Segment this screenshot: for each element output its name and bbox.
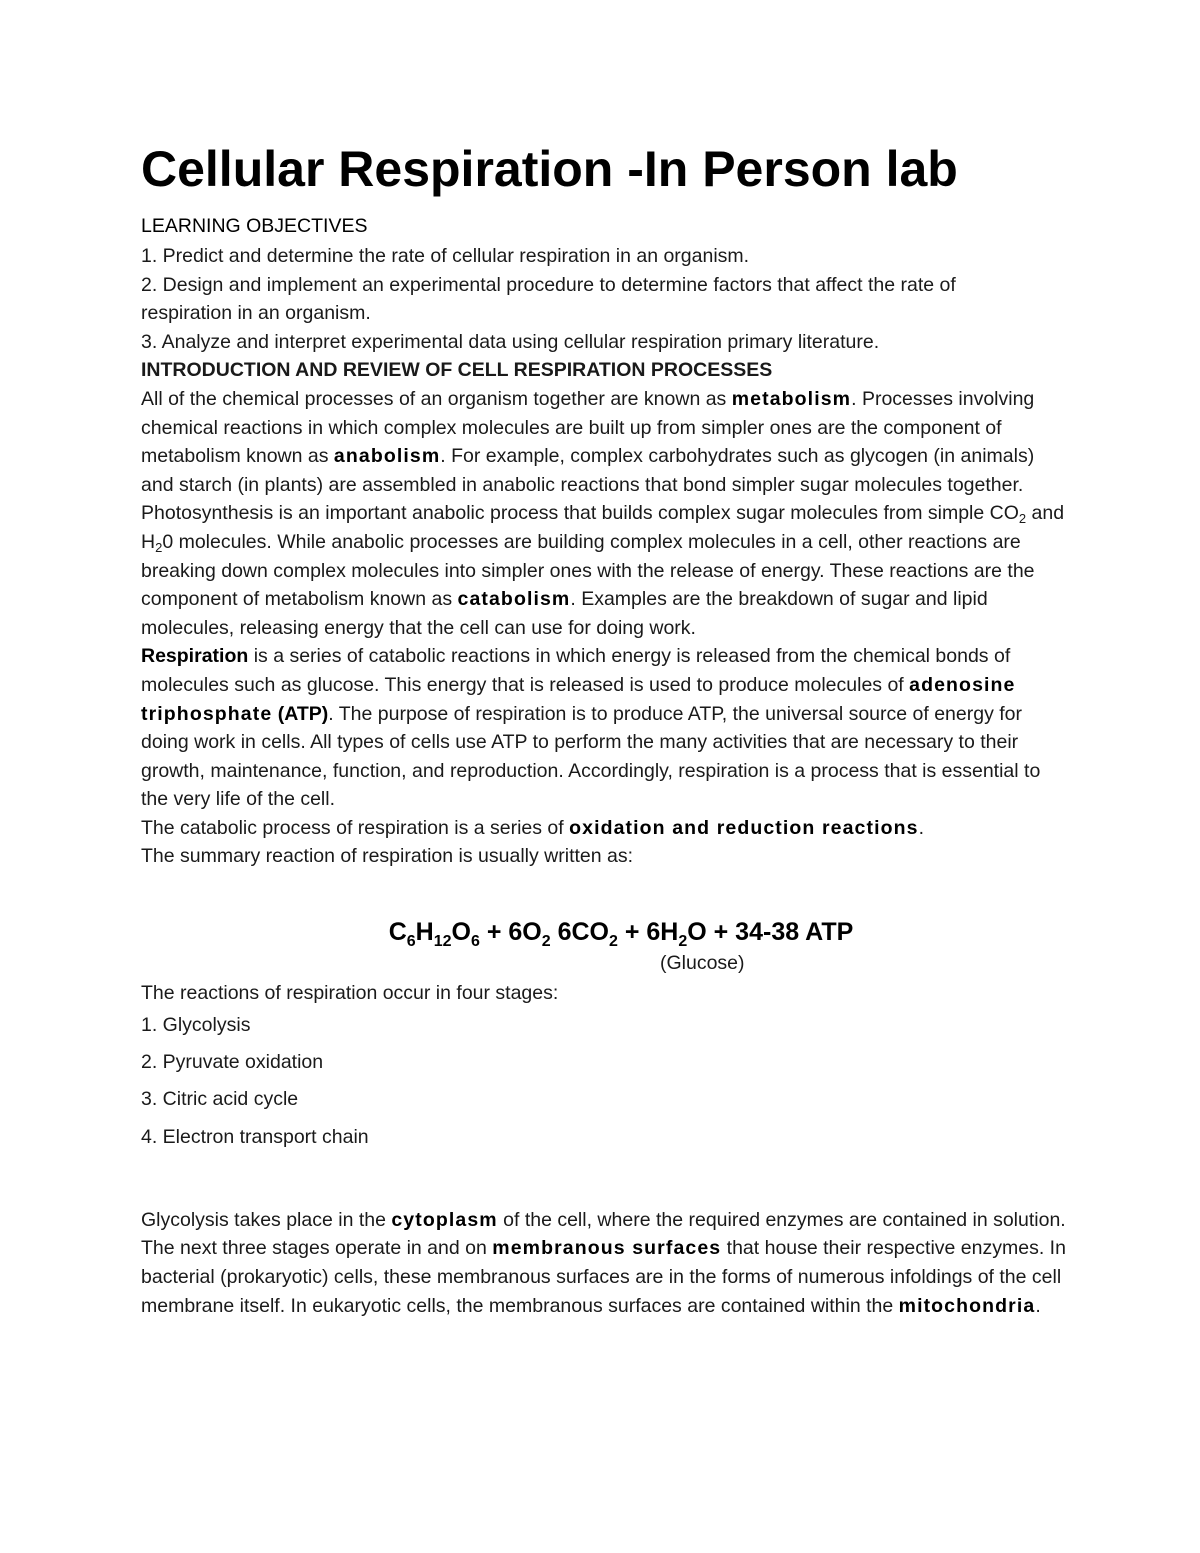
glycolysis-paragraph [141,1206,1071,1320]
stages-list [141,1007,1071,1156]
document-body [141,138,1071,1320]
text-run: Glycolysis takes place in the [141,1208,392,1231]
objective-item-3: 3. Analyze and interpret experimental data using cellular respiration primary literature. [141,330,880,353]
eq-part: 6CO [550,918,609,947]
redox-paragraph [141,814,1071,843]
eq-part: + 6H [617,918,679,947]
term-atp-abbreviation: (ATP) [272,702,329,725]
text-run: All of the chemical processes of an organism together are known as [141,387,732,410]
eq-part: C [388,918,407,947]
list-item: 1. Glycolysis [141,1014,251,1037]
subscript: 2 [155,539,163,555]
term-respiration: Respiration [141,645,249,668]
term-anabolism: anabolism [333,445,441,468]
list-item: 2. Pyruvate oxidation [141,1051,324,1074]
respiration-paragraph [141,642,1071,814]
text-run: . [918,816,924,839]
respiration-equation [141,915,1071,949]
eq-part: + 6O [479,918,542,947]
text-run: . Processes involving chemical reactions in which complex molecules are built up from simpler ones are the component of metabolism known as [141,387,1035,468]
term-adenosine-triphosphate: adenosine triphosphate [141,673,1016,725]
term-oxidation-reduction: oxidation and reduction reactions [569,816,919,839]
learning-objectives-heading: LEARNING OBJECTIVES [141,215,368,237]
objective-item-2-line-2: respiration in an organism. [141,302,371,325]
eq-subscript: 6 [470,933,480,951]
term-metabolism: metabolism [731,387,852,410]
eq-subscript: 12 [433,933,452,951]
term-cytoplasm: cytoplasm [391,1208,498,1231]
glucose-label: (Glucose) [660,952,745,975]
text-run: 0 molecules. While anabolic processes are building complex molecules in a cell, other reactions are breaking down complex molecules into simpler ones with the release of energy. These reactions are the component of metabolism known as [141,530,1035,611]
text-run: . The purpose of respiration is to produce ATP, the universal source of energy for doing work in cells. All types of cells use ATP to perform the many activities that are necessary to their growth, maintenance, function, and reproduction. Accordingly, respiration is a process that is essential to the very life of the cell. [141,702,1041,811]
text-run: The catabolic process of respiration is a series of [141,816,570,839]
document-title: Cellular Respiration -In Person lab [141,141,958,197]
stages-intro: The reactions of respiration occur in four stages: [141,982,559,1005]
objective-item-2-line-1: 2. Design and implement an experimental procedure to determine factors that affect the rate of [141,273,956,296]
eq-subscript: 2 [541,933,551,951]
eq-subscript: 6 [406,933,416,951]
eq-part: O [451,918,471,947]
list-item: 3. Citric acid cycle [141,1088,299,1111]
text-run: . [1035,1294,1041,1317]
list-item: 4. Electron transport chain [141,1125,369,1148]
glycolysis-section [141,1206,1071,1320]
text-run: . For example, complex carbohydrates such as glycogen (in animals) and starch (in plants) are assembled in anabolic reactions that bond simpler sugar molecules together. Photosynthesis is an important anabolic process that builds complex sugar molecules from simple CO [141,445,1035,525]
term-catabolism: catabolism [457,588,571,611]
eq-subscript: 2 [608,933,618,951]
introduction-section [141,356,1071,871]
summary-reaction-intro: The summary reaction of respiration is usually written as: [141,845,634,868]
term-membranous-surfaces: membranous surfaces [492,1237,722,1260]
eq-subscript: 2 [678,933,688,951]
introduction-heading: INTRODUCTION AND REVIEW OF CELL RESPIRATION PROCESSES [141,359,773,382]
learning-objectives-section [141,212,1071,356]
term-mitochondria: mitochondria [898,1294,1036,1317]
text-run: and H [141,502,1065,553]
text-run: . Examples are the breakdown of sugar and lipid molecules, releasing energy that the cell can use for doing work. [141,588,988,639]
subscript: 2 [1018,511,1027,527]
text-run: that house their respective enzymes. In bacterial (prokaryotic) cells, these membranous surfaces are in the forms of numerous infoldings of the cell membrane itself. In eukaryotic cells, the membranous surfaces are contained within the [141,1237,1066,1317]
metabolism-paragraph [141,385,1071,642]
eq-part: O + 34-38 ATP [687,918,854,947]
eq-part: H [415,918,434,947]
stages-section [141,979,1071,1156]
objective-item-1: 1. Predict and determine the rate of cellular respiration in an organism. [141,245,750,267]
text-run: is a series of catabolic reactions in which energy is released from the chemical bonds of molecules such as glucose. This energy that is released is used to produce molecules of [141,645,1011,696]
text-run: of the cell, where the required enzymes are contained in solution. The next three stages operate in and on [141,1208,1066,1260]
